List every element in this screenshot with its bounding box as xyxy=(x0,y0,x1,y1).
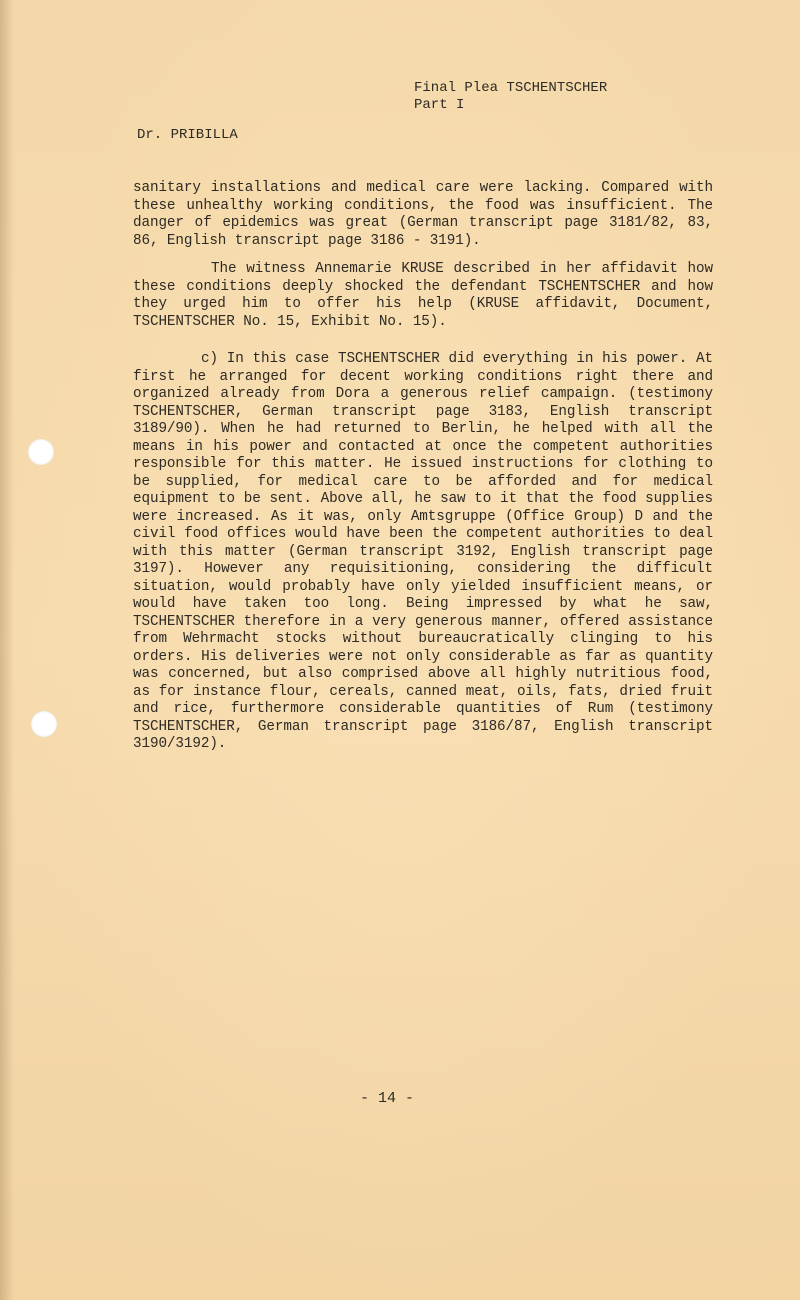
header-title-line-2: Part I xyxy=(414,97,465,113)
document-header xyxy=(414,80,607,114)
paragraph-1: sanitary installations and medical care were lacking. Compared with these unhealthy working conditions, the food was insufficient. The danger of epidemics was great (German transcript page 3181/82, 83, 86, English transcript page 3186 - 3191). xyxy=(133,180,713,249)
punch-hole-top xyxy=(28,439,54,465)
page-number: - 14 - xyxy=(360,1090,415,1107)
punch-hole-bottom xyxy=(31,711,57,737)
page-edge-shadow xyxy=(0,0,14,1300)
paragraph-2: The witness Annemarie KRUSE described in her affidavit how these conditions deeply shocked the defendant TSCHENTSCHER and how they urged him to offer his help (KRUSE affidavit, Document, TSCHENTSCHER No. 15, Exhibit No. 15). xyxy=(133,261,713,330)
paragraph-3: c) In this case TSCHENTSCHER did everything in his power. At first he arranged for decent working conditions right there and organized already from Dora a generous relief campaign. (testimony TSCHENTSCHER, German transcript page 3183, English transcript 3189/90). When he had returned to Berlin, he helped with all the means in his power and contacted at once the competent authorities responsible for this matter. He issued instructions for clothing to be supplied, for medical care to be afforded and for medical equipment to be sent. Above all, he saw to it that the food supplies were increased. As it was, only Amtsgruppe (Office Group) D and the civil food offices would have been the competent authorities to deal with this matter (German transcript 3192, English transcript page 3197). However any requisitioning, considering the difficult situation, would probably have only yielded insufficient means, or would have taken too long. Being impressed by what he saw, TSCHENTSCHER therefore in a very generous manner, offered assistance from Wehrmacht stocks without bureaucratically clinging to his orders. His deliveries were not only considerable as far as quantity was concerned, but also comprised above all highly nutritious food, as for instance flour, cereals, canned meat, oils, fats, dried fruit and rice, furthermore considerable quantities of Rum (testimony TSCHENTSCHER, German transcript page 3186/87, English transcript 3190/3192). xyxy=(133,351,713,752)
header-title-line-1: Final Plea TSCHENTSCHER xyxy=(414,80,608,96)
author-name: Dr. PRIBILLA xyxy=(137,127,238,143)
